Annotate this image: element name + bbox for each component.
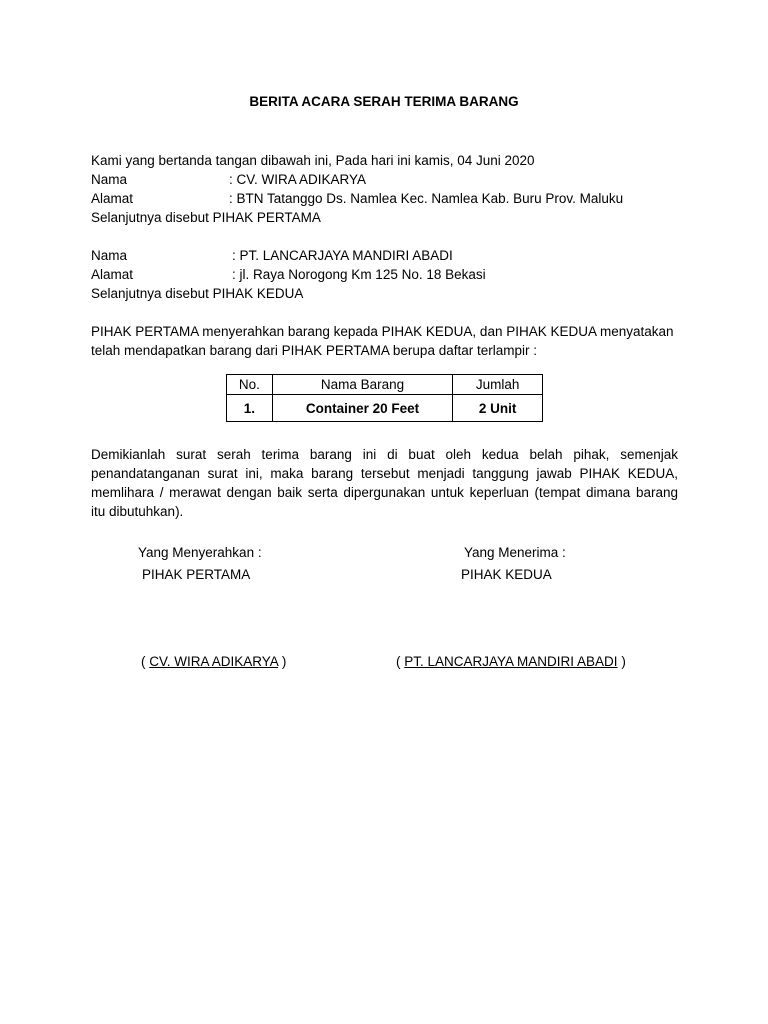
signature-right-role: Yang Menerima : (464, 545, 566, 560)
table-header-row (227, 375, 543, 395)
table-row (227, 395, 543, 422)
signature-right-name: PT. LANCARJAYA MANDIRI ABADI (404, 654, 618, 669)
party1-name-value: : CV. WIRA ADIKARYA (229, 172, 367, 187)
table-header-no: No. (227, 375, 273, 395)
table-cell-no: 1. (227, 395, 273, 422)
closing-text-line1: Demikianlah surat serah terima barang ini di buat oleh kedua belah pihak, semenjak (91, 447, 678, 462)
party2-address-label: Alamat (91, 267, 134, 282)
party2-name-label: Nama (91, 248, 128, 263)
party1-designation: Selanjutnya disebut PIHAK PERTAMA (91, 210, 321, 225)
signature-left-name: CV. WIRA ADIKARYA (149, 654, 279, 669)
signature-left-name-block (141, 652, 286, 671)
party1-address-value: : BTN Tatanggo Ds. Namlea Kec. Namlea Kab. Buru Prov. Maluku (229, 191, 624, 206)
closing-text-line2: penandatanganan surat ini, maka barang tersebut menjadi tanggung jawab PIHAK KEDUA, (91, 466, 678, 481)
items-table (226, 374, 543, 422)
party2-name-value: : PT. LANCARJAYA MANDIRI ABADI (232, 248, 453, 263)
signature-left-party: PIHAK PERTAMA (142, 567, 251, 582)
party2-designation: Selanjutnya disebut PIHAK KEDUA (91, 286, 304, 301)
handover-text-line1: PIHAK PERTAMA menyerahkan barang kepada PIHAK KEDUA, dan PIHAK KEDUA menyatakan (91, 324, 674, 339)
signature-left-role: Yang Menyerahkan : (138, 545, 262, 560)
signature-right-party: PIHAK KEDUA (461, 567, 552, 582)
table-cell-item-name: Container 20 Feet (272, 395, 452, 422)
closing-paragraph (91, 445, 678, 521)
party1-address-label: Alamat (91, 191, 134, 206)
closing-text-line4: itu dibutuhkan). (91, 504, 184, 519)
signature-left-open-paren: ( (141, 654, 150, 669)
signature-left-close-paren: ) (278, 654, 287, 669)
handover-text-line2: telah mendapatkan barang dari PIHAK PERTAMA berupa daftar terlampir : (91, 343, 537, 358)
table-header-quantity: Jumlah (453, 375, 543, 395)
document-title: BERITA ACARA SERAH TERIMA BARANG (249, 94, 519, 109)
table-header-item-name: Nama Barang (272, 375, 452, 395)
signature-right-open-paren: ( (396, 654, 405, 669)
party1-name-label: Nama (91, 172, 128, 187)
closing-text-line3: memlihara / merawat dengan baik serta dipergunakan untuk keperluan (tempat dimana barang (91, 485, 678, 500)
signature-right-close-paren: ) (617, 654, 626, 669)
table-cell-quantity: 2 Unit (453, 395, 543, 422)
intro-text: Kami yang bertanda tangan dibawah ini, Pada hari ini kamis, 04 Juni 2020 (91, 153, 535, 168)
party2-address-value: : jl. Raya Norogong Km 125 No. 18 Bekasi (232, 267, 486, 282)
signature-right-name-block (396, 652, 626, 671)
